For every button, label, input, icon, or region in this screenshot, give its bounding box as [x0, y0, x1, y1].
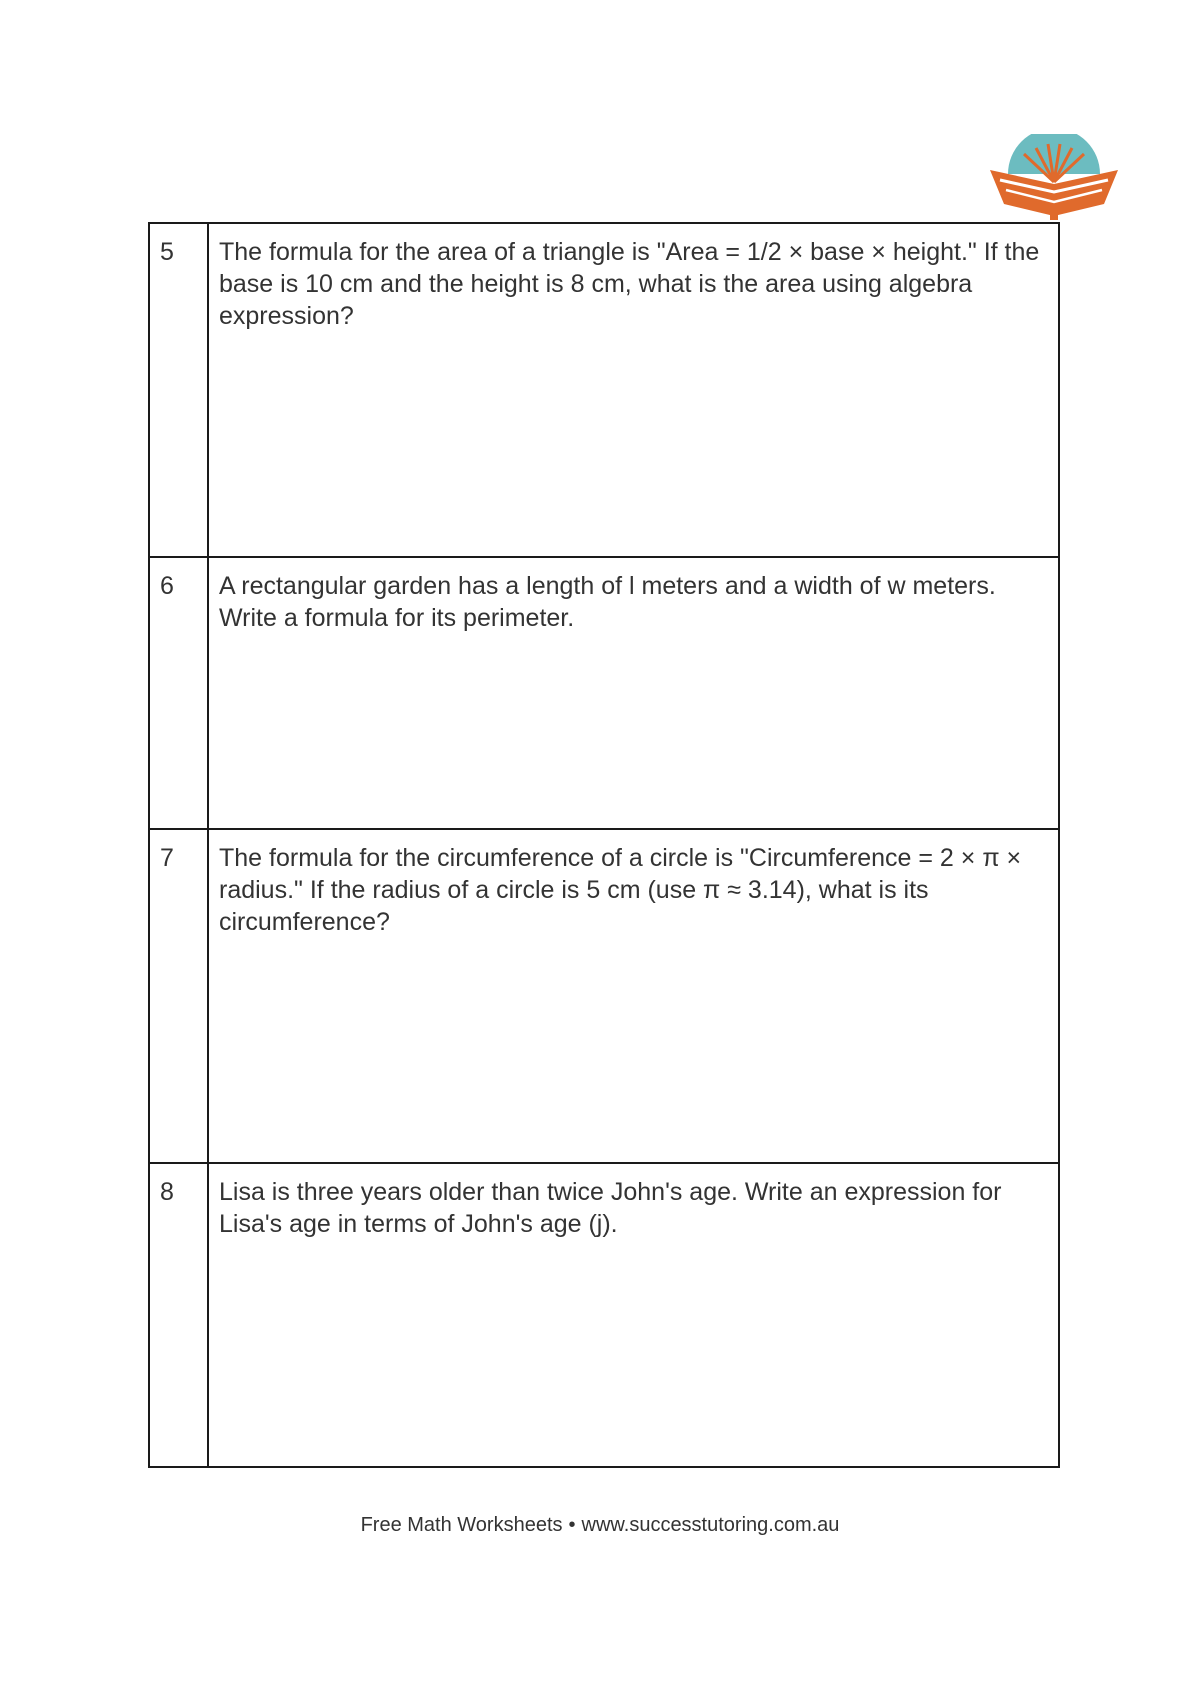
question-number: 5	[149, 223, 208, 557]
question-row	[149, 223, 1059, 557]
question-text: Lisa is three years older than twice John's age. Write an expression for Lisa's age in terms of John's age (j).	[208, 1163, 1059, 1467]
open-book-with-sun-icon	[984, 134, 1124, 224]
question-text: The formula for the area of a triangle is "Area = 1/2 × base × height." If the base is 10 cm and the height is 8 cm, what is the area using algebra expression?	[208, 223, 1059, 557]
question-number: 7	[149, 829, 208, 1163]
question-number: 8	[149, 1163, 208, 1467]
footer-label: Free Math Worksheets	[360, 1514, 563, 1536]
questions-table	[148, 222, 1060, 1468]
question-row	[149, 557, 1059, 829]
question-text: A rectangular garden has a length of l meters and a width of w meters. Write a formula for its perimeter.	[208, 557, 1059, 829]
footer-website: www.successtutoring.com.au	[581, 1514, 840, 1536]
page-footer	[0, 1514, 1200, 1537]
question-number: 6	[149, 557, 208, 829]
footer-separator: •	[568, 1514, 576, 1536]
question-row	[149, 829, 1059, 1163]
question-row	[149, 1163, 1059, 1467]
question-text: The formula for the circumference of a circle is "Circumference = 2 × π × radius." If the radius of a circle is 5 cm (use π ≈ 3.14), what is its circumference?	[208, 829, 1059, 1163]
